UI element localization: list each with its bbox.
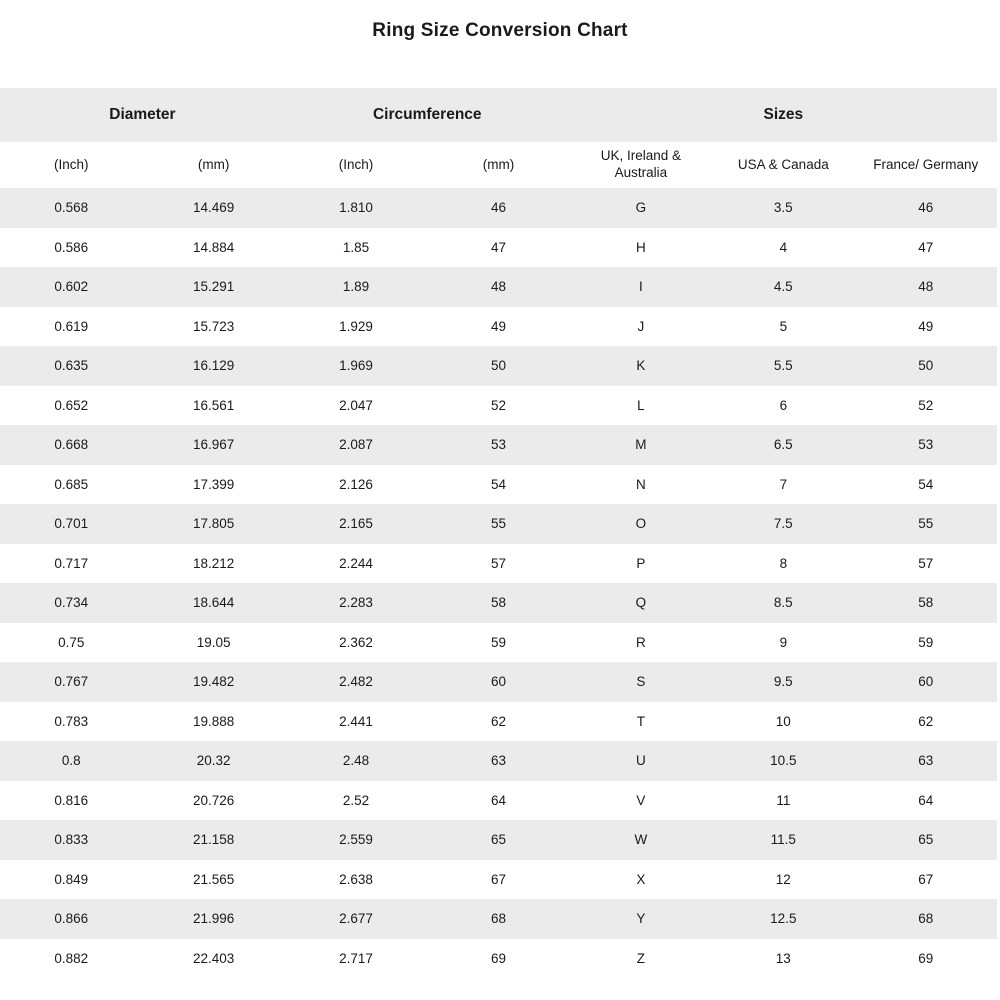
table-cell: 8.5 bbox=[773, 595, 793, 611]
table-cell: 2.283 bbox=[339, 595, 373, 611]
table-cell: K bbox=[636, 358, 646, 374]
column-header-usa-canada: USA & Canada bbox=[737, 156, 829, 172]
table-cell: 19.482 bbox=[192, 674, 235, 690]
table-cell: 64 bbox=[918, 792, 934, 808]
column-header-circumference-inch: (Inch) bbox=[338, 156, 374, 172]
table-cell: T bbox=[636, 713, 646, 729]
table-cell: 68 bbox=[918, 911, 934, 927]
table-row bbox=[0, 820, 997, 860]
page-title: Ring Size Conversion Chart bbox=[372, 20, 628, 41]
table-cell: 50 bbox=[490, 358, 506, 374]
table-cell: 0.816 bbox=[54, 792, 89, 808]
table-cell: 46 bbox=[490, 200, 506, 216]
column-header-uk-ireland-australia: UK, Ireland & Australia bbox=[600, 148, 682, 180]
table-cell: 15.291 bbox=[192, 279, 235, 295]
table-cell: 0.701 bbox=[54, 516, 89, 532]
table-row bbox=[0, 741, 997, 781]
group-header-sizes: Sizes bbox=[763, 106, 804, 123]
table-cell: 2.677 bbox=[339, 911, 373, 927]
table-cell: 4.5 bbox=[773, 279, 793, 295]
table-cell: 47 bbox=[490, 239, 506, 255]
group-header-row bbox=[0, 88, 997, 142]
table-cell: 21.565 bbox=[192, 871, 235, 887]
table-cell: 20.32 bbox=[196, 753, 231, 769]
table-cell: 69 bbox=[490, 950, 506, 966]
table-cell: 0.882 bbox=[54, 950, 89, 966]
table-cell: 17.399 bbox=[192, 476, 235, 492]
table-cell: 0.783 bbox=[54, 713, 89, 729]
table-row bbox=[0, 188, 997, 228]
table-cell: 5.5 bbox=[773, 358, 793, 374]
table-cell: 58 bbox=[490, 595, 506, 611]
table-cell: P bbox=[636, 555, 646, 571]
table-cell: 2.52 bbox=[342, 792, 370, 808]
table-cell: 0.767 bbox=[54, 674, 89, 690]
ring-size-conversion-table bbox=[0, 88, 997, 978]
table-cell: 57 bbox=[490, 555, 506, 571]
table-cell: 2.165 bbox=[339, 516, 373, 532]
table-cell: 54 bbox=[918, 476, 934, 492]
table-cell: 15.723 bbox=[192, 318, 235, 334]
table-cell: 2.047 bbox=[339, 397, 373, 413]
table-cell: 11.5 bbox=[770, 832, 796, 848]
table-cell: 67 bbox=[918, 871, 934, 887]
table-cell: 0.652 bbox=[54, 397, 89, 413]
column-header-france-germany: France/ Germany bbox=[873, 156, 979, 172]
table-cell: 65 bbox=[918, 832, 934, 848]
column-header-circumference-mm: (mm) bbox=[482, 156, 515, 172]
table-cell: 69 bbox=[918, 950, 934, 966]
table-cell: 1.810 bbox=[339, 200, 373, 216]
sub-header-row bbox=[0, 142, 997, 188]
table-cell: 0.8 bbox=[61, 753, 81, 769]
table-row bbox=[0, 939, 997, 979]
table-cell: 47 bbox=[918, 239, 934, 255]
table-cell: 18.212 bbox=[192, 555, 235, 571]
table-cell: X bbox=[636, 871, 646, 887]
table-cell: 7 bbox=[779, 476, 788, 492]
table-cell: 12 bbox=[775, 871, 791, 887]
table-cell: 65 bbox=[490, 832, 506, 848]
table-cell: 22.403 bbox=[192, 950, 235, 966]
table-cell: 60 bbox=[918, 674, 934, 690]
table-cell: I bbox=[639, 279, 643, 295]
table-cell: 8 bbox=[779, 555, 788, 571]
table-cell: 59 bbox=[490, 634, 506, 650]
table-cell: 67 bbox=[490, 871, 506, 887]
table-cell: 49 bbox=[490, 318, 506, 334]
table-row bbox=[0, 425, 997, 465]
table-cell: 10 bbox=[775, 713, 791, 729]
table-cell: U bbox=[636, 753, 646, 769]
table-cell: 62 bbox=[918, 713, 934, 729]
table-cell: 7.5 bbox=[773, 516, 793, 532]
table-cell: 1.929 bbox=[339, 318, 373, 334]
table-cell: 0.568 bbox=[54, 200, 89, 216]
table-cell: 0.833 bbox=[54, 832, 89, 848]
table-row bbox=[0, 662, 997, 702]
table-cell: V bbox=[636, 792, 646, 808]
table-cell: S bbox=[636, 674, 646, 690]
table-cell: 49 bbox=[918, 318, 934, 334]
table-row bbox=[0, 504, 997, 544]
table-cell: 13 bbox=[775, 950, 791, 966]
group-header-diameter: Diameter bbox=[109, 106, 176, 123]
table-row bbox=[0, 544, 997, 584]
table-cell: 2.638 bbox=[339, 871, 373, 887]
table-row bbox=[0, 899, 997, 939]
table-row bbox=[0, 346, 997, 386]
table-cell: 53 bbox=[490, 437, 506, 453]
table-cell: Z bbox=[636, 950, 646, 966]
table-cell: J bbox=[637, 318, 645, 334]
table-cell: 53 bbox=[918, 437, 934, 453]
table-cell: 3.5 bbox=[773, 200, 793, 216]
table-cell: L bbox=[637, 397, 645, 413]
table-cell: 2.362 bbox=[339, 634, 373, 650]
table-cell: 63 bbox=[918, 753, 934, 769]
table-row bbox=[0, 267, 997, 307]
table-cell: 1.85 bbox=[342, 239, 370, 255]
table-cell: 46 bbox=[918, 200, 934, 216]
table-cell: 50 bbox=[918, 358, 934, 374]
table-cell: 60 bbox=[490, 674, 506, 690]
table-cell: Y bbox=[636, 911, 646, 927]
table-row bbox=[0, 386, 997, 426]
table-cell: 2.244 bbox=[339, 555, 373, 571]
table-cell: 2.559 bbox=[339, 832, 373, 848]
table-cell: 12.5 bbox=[770, 911, 797, 927]
table-cell: 9 bbox=[779, 634, 788, 650]
table-cell: 18.644 bbox=[192, 595, 235, 611]
table-cell: 62 bbox=[490, 713, 506, 729]
table-row bbox=[0, 702, 997, 742]
table-row bbox=[0, 307, 997, 347]
table-cell: 19.05 bbox=[196, 634, 231, 650]
table-cell: 9.5 bbox=[773, 674, 793, 690]
table-body bbox=[0, 188, 997, 978]
table-cell: 48 bbox=[490, 279, 506, 295]
table-cell: 0.685 bbox=[54, 476, 89, 492]
table-cell: 2.482 bbox=[339, 674, 373, 690]
table-cell: 64 bbox=[490, 792, 506, 808]
table-cell: R bbox=[636, 634, 646, 650]
table-cell: 48 bbox=[918, 279, 934, 295]
table-cell: 68 bbox=[490, 911, 506, 927]
table-cell: 52 bbox=[490, 397, 506, 413]
group-header-circumference: Circumference bbox=[372, 106, 482, 123]
table-cell: 17.805 bbox=[192, 516, 235, 532]
table-cell: 5 bbox=[779, 318, 788, 334]
table-cell: 63 bbox=[490, 753, 506, 769]
table-cell: 55 bbox=[490, 516, 506, 532]
table-cell: 1.89 bbox=[342, 279, 370, 295]
column-header-diameter-inch: (Inch) bbox=[53, 156, 89, 172]
table-cell: 16.561 bbox=[192, 397, 235, 413]
table-cell: 16.129 bbox=[192, 358, 235, 374]
table-cell: 2.087 bbox=[339, 437, 373, 453]
table-cell: 6.5 bbox=[773, 437, 793, 453]
table-cell: 55 bbox=[918, 516, 934, 532]
table-cell: 58 bbox=[918, 595, 934, 611]
table-cell: 21.158 bbox=[192, 832, 235, 848]
table-cell: 0.75 bbox=[58, 634, 85, 650]
table-cell: 0.734 bbox=[54, 595, 89, 611]
table-cell: O bbox=[635, 516, 647, 532]
table-cell: 20.726 bbox=[192, 792, 235, 808]
table-row bbox=[0, 860, 997, 900]
table-cell: 2.126 bbox=[339, 476, 373, 492]
table-row bbox=[0, 583, 997, 623]
table-cell: 0.668 bbox=[54, 437, 89, 453]
table-cell: 2.717 bbox=[339, 950, 373, 966]
table-cell: 2.48 bbox=[342, 753, 370, 769]
table-cell: 0.849 bbox=[54, 871, 89, 887]
table-cell: W bbox=[634, 832, 648, 848]
table-cell: 14.884 bbox=[192, 239, 235, 255]
table-cell: 11 bbox=[776, 792, 791, 808]
table-cell: 1.969 bbox=[339, 358, 373, 374]
table-cell: 4 bbox=[779, 239, 788, 255]
table-row bbox=[0, 623, 997, 663]
table-cell: 10.5 bbox=[770, 753, 797, 769]
table-cell: N bbox=[636, 476, 646, 492]
table-row bbox=[0, 781, 997, 821]
table-cell: 14.469 bbox=[192, 200, 235, 216]
table-cell: 0.866 bbox=[54, 911, 89, 927]
table-cell: 54 bbox=[490, 476, 506, 492]
column-header-diameter-mm: (mm) bbox=[197, 156, 230, 172]
table-cell: 0.635 bbox=[54, 358, 89, 374]
table-cell: 0.602 bbox=[54, 279, 89, 295]
table-cell: 16.967 bbox=[192, 437, 235, 453]
table-cell: 0.717 bbox=[54, 555, 89, 571]
table-cell: Q bbox=[635, 595, 647, 611]
table-row bbox=[0, 465, 997, 505]
table-cell: H bbox=[636, 239, 646, 255]
table-cell: G bbox=[635, 200, 647, 216]
table-cell: 19.888 bbox=[192, 713, 235, 729]
table-row bbox=[0, 228, 997, 268]
table-cell: 0.586 bbox=[54, 239, 89, 255]
table-cell: 0.619 bbox=[54, 318, 89, 334]
table-cell: 52 bbox=[918, 397, 934, 413]
table-cell: 21.996 bbox=[192, 911, 235, 927]
table-cell: 6 bbox=[779, 397, 788, 413]
table-cell: 2.441 bbox=[339, 713, 373, 729]
table-cell: M bbox=[635, 437, 647, 453]
table-cell: 59 bbox=[918, 634, 934, 650]
table-cell: 57 bbox=[918, 555, 934, 571]
